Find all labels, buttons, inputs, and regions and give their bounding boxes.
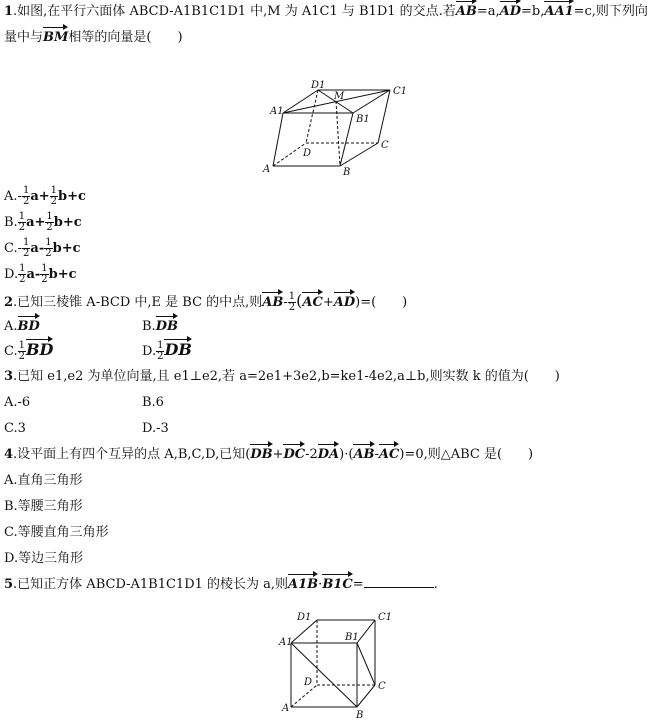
q4-tail: )=0,则△ABC 是( ) <box>399 447 534 462</box>
op-plus: + <box>272 447 284 462</box>
q5-text: .已知正方体 ABCD-A1B1C1D1 的棱长为 a,则 <box>13 577 289 592</box>
q2-option-d <box>142 341 192 362</box>
opt-sign: - <box>17 241 23 256</box>
cube-label-a1: A1 <box>279 637 293 648</box>
frac-num: 1 <box>18 340 25 351</box>
op-eq: = <box>352 577 364 592</box>
eq-c: =c,则下列向 <box>573 4 648 19</box>
eq-a: =a, <box>476 4 500 19</box>
vec-bd: BD <box>26 340 54 359</box>
frac-den: 2 <box>22 196 30 207</box>
opt-term: b+c <box>52 241 81 256</box>
q1-option-d <box>4 264 77 285</box>
label-b: B <box>343 167 351 178</box>
frac-num: 1 <box>288 291 296 302</box>
q3-option-c: C.3 <box>4 421 26 436</box>
label-c1: C1 <box>393 86 408 97</box>
q3-option-a: A.-6 <box>4 395 31 410</box>
q5-stem <box>4 576 438 594</box>
op-dot: · <box>318 577 323 592</box>
cube-label-d: D <box>304 677 313 688</box>
cube-label-b: B <box>356 710 364 721</box>
q1-number: 1 <box>4 4 14 19</box>
q1-option-c <box>4 238 81 259</box>
opt-letter: B. <box>142 319 156 334</box>
vec-ac: AC <box>302 295 323 310</box>
label-d: D <box>303 148 312 159</box>
opt-letter: C. <box>4 344 18 359</box>
op-minus: - <box>283 295 288 310</box>
q4-stem <box>4 446 533 464</box>
cube-label-c: C <box>378 681 386 692</box>
vec-ac: AC <box>378 447 400 462</box>
vec-da: DA <box>317 447 340 462</box>
frac-num: 1 <box>22 185 30 196</box>
vec-ad: AD <box>333 295 356 310</box>
vec-a1b: A1B <box>288 577 319 592</box>
frac-den: 2 <box>18 351 25 362</box>
op-plus: + <box>322 295 334 310</box>
q2-tail: )=( ) <box>355 295 408 310</box>
cube-label-b1: B1 <box>345 632 359 643</box>
frac-den: 2 <box>157 351 164 362</box>
vec-aa1: AA1 <box>544 4 574 19</box>
q2-option-a <box>4 318 40 336</box>
q4-option-d: D.等边三角形 <box>4 551 84 566</box>
opt-term: b+c <box>58 189 86 204</box>
q3-number: 3 <box>4 369 14 384</box>
vec-bd: BD <box>17 319 40 334</box>
frac-num: 1 <box>23 237 30 248</box>
vec-ad: AD <box>499 4 522 19</box>
frac <box>50 186 58 207</box>
q3-option-d: D.-3 <box>142 421 169 436</box>
opt-letter: D. <box>4 267 19 282</box>
op-minus-two: -2 <box>305 447 318 462</box>
cube-label-c1: C1 <box>378 612 393 623</box>
opt-letter: A. <box>4 319 18 334</box>
q5-end: . <box>433 577 438 592</box>
frac <box>45 212 53 233</box>
opt-letter: C. <box>4 241 18 256</box>
q4-option-a: A.直角三角形 <box>4 473 83 488</box>
frac-num: 1 <box>46 211 53 222</box>
opt-term: a+ <box>30 189 50 204</box>
q1-stem-end: 相等的向量是( ) <box>68 30 183 45</box>
opt-letter: B. <box>4 215 18 230</box>
frac-num: 1 <box>18 211 26 222</box>
q3-stem <box>4 368 560 386</box>
q4-text: .设平面上有四个互异的点 A,B,C,D,已知( <box>13 447 251 462</box>
vec-ab: AB <box>455 4 477 19</box>
q1-option-b <box>4 212 82 233</box>
q4-option-c: C.等腰直角三角形 <box>4 525 109 540</box>
q1-option-a <box>4 186 86 207</box>
frac <box>288 292 296 313</box>
q3-option-b: B.6 <box>142 395 164 410</box>
frac-den: 2 <box>46 222 53 233</box>
q2-text: .已知三棱锥 A-BCD 中,E 是 BC 的中点,则 <box>13 295 263 310</box>
frac-den: 2 <box>45 248 52 259</box>
vec-db: DB <box>250 447 273 462</box>
frac-den: 2 <box>41 274 48 285</box>
q2-option-c <box>4 341 53 362</box>
frac-num: 1 <box>45 237 52 248</box>
answer-blank[interactable] <box>364 587 434 588</box>
q4-number: 4 <box>4 447 14 462</box>
frac-den: 2 <box>18 222 26 233</box>
frac <box>18 341 26 362</box>
frac-num: 1 <box>41 263 48 274</box>
frac-den: 2 <box>19 274 26 285</box>
opt-term: a+ <box>26 215 46 230</box>
opt-sign: - <box>17 189 22 204</box>
frac-den: 2 <box>23 248 30 259</box>
opt-term: b+c <box>48 267 77 282</box>
q1-stem: .如图,在平行六面体 ABCD-A1B1C1D1 中,M 为 A1C1 与 B1D1 的交点.若 <box>13 4 456 19</box>
frac <box>18 212 26 233</box>
op-dot: )·( <box>339 447 354 462</box>
vec-ab: AB <box>353 447 375 462</box>
paren-open: ( <box>296 291 303 310</box>
opt-term: a- <box>26 267 41 282</box>
label-d1: D1 <box>311 80 326 91</box>
q4-option-b: B.等腰三角形 <box>4 499 83 514</box>
vec-b1c: B1C <box>322 577 353 592</box>
q2-number: 2 <box>4 295 14 310</box>
cube-label-a: A <box>282 703 290 714</box>
label-a: A <box>263 164 271 175</box>
cube-label-d1: D1 <box>297 612 312 623</box>
opt-letter: D. <box>142 344 157 359</box>
frac-den: 2 <box>50 196 58 207</box>
label-c: C <box>381 140 389 151</box>
label-a1: A1 <box>270 106 284 117</box>
frac-num: 1 <box>19 263 26 274</box>
q1-stem-cont: 量中与 <box>4 30 44 45</box>
eq-b: =b, <box>521 4 545 19</box>
opt-term: b+c <box>53 215 82 230</box>
q1-line-2 <box>4 29 183 47</box>
q1-line-1 <box>4 3 648 21</box>
q2-option-b <box>142 318 178 336</box>
q2-stem <box>4 292 407 313</box>
frac-num: 1 <box>157 340 164 351</box>
label-m: M <box>334 91 345 102</box>
vec-db: DB <box>155 319 178 334</box>
q5-number: 5 <box>4 577 14 592</box>
vec-dc: DC <box>283 447 306 462</box>
vec-ab: AB <box>262 295 284 310</box>
frac <box>40 264 48 285</box>
vec-db: DB <box>164 340 192 359</box>
frac <box>44 238 52 259</box>
opt-term: a- <box>30 241 45 256</box>
frac-den: 2 <box>288 302 296 313</box>
q3-text: .已知 e1,e2 为单位向量,且 e1⊥e2,若 a=2e1+3e2,b=ke1-4e2,a⊥b,则实数 k 的值为( ) <box>13 369 560 384</box>
vec-bm: BM <box>43 30 69 45</box>
opt-letter: A. <box>4 189 18 204</box>
op-minus: - <box>374 447 379 462</box>
frac-num: 1 <box>50 185 58 196</box>
label-b1: B1 <box>356 114 370 125</box>
